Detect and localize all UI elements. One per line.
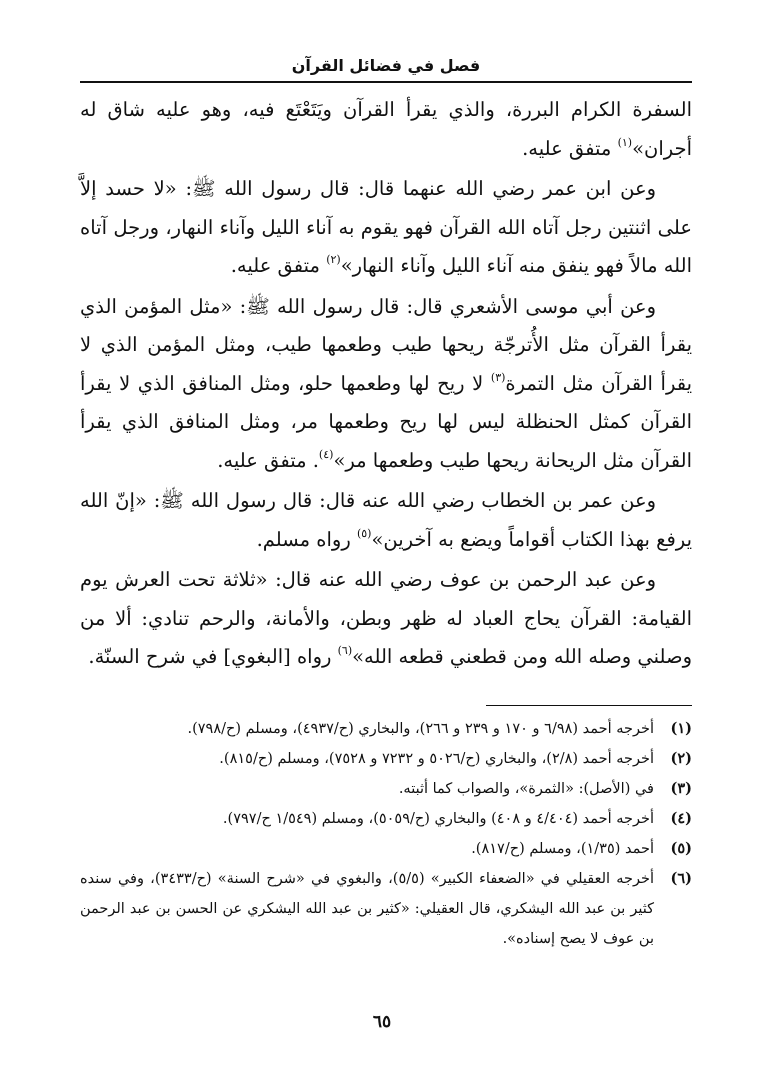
footnote-ref[interactable]: (٣) bbox=[490, 370, 506, 384]
footnote bbox=[80, 774, 692, 804]
footnote-number: (٥) bbox=[670, 839, 692, 857]
footnote-text: أخرجه أحمد (٦/٩٨ و ١٧٠ و ٢٣٩ و ٢٦٦)، والبخاري (ح/٤٩٣٧)، ومسلم (ح/٧٩٨). bbox=[187, 720, 654, 737]
footnote bbox=[80, 804, 692, 834]
paragraph-text: وعن عبد الرحمن بن عوف رضي الله عنه قال: «ثلاثة تحت العرش يوم القيامة: القرآن يحاج العباد له ظهر وبطن، والأمانة، والرحم تنادي: ألا من وصلني وصله الله ومن قطعني قطعه الله» bbox=[80, 568, 692, 668]
footnote bbox=[80, 864, 692, 954]
paragraph bbox=[80, 91, 692, 168]
footnote-text: في (الأصل): «الثمرة»، والصواب كما أثبته. bbox=[398, 780, 654, 797]
footnote bbox=[80, 744, 692, 774]
footnote-text: أخرجه أحمد (٤/٤٠٤ و ٤٠٨) والبخاري (ح/٥٠٥٩)، ومسلم (١/٥٤٩ ح/٧٩٧). bbox=[222, 810, 654, 827]
main-text bbox=[80, 91, 692, 677]
paragraph-text: السفرة الكرام البررة، والذي يقرأ القرآن ويَتَعْتَع فيه، وهو عليه شاق له أجران» bbox=[80, 98, 692, 160]
paragraph-text: وعن أبي موسى الأشعري قال: قال رسول الله ﷺ: «مثل المؤمن الذي يقرأ القرآن مثل الأُترجّة ريحها طيب وطعمها طيب، ومثل المؤمن الذي لا يقرأ القرآن مثل التمرة bbox=[80, 294, 692, 395]
paragraph-text: متفق عليه. bbox=[230, 254, 327, 277]
footnote-number: (١) bbox=[670, 719, 692, 737]
paragraph bbox=[80, 288, 692, 481]
paragraph-text: رواه مسلم. bbox=[256, 527, 357, 551]
paragraph-text: متفق عليه. bbox=[522, 136, 618, 160]
footnote-ref[interactable]: (١) bbox=[617, 135, 633, 149]
paragraph-text: وعن ابن عمر رضي الله عنهما قال: قال رسول الله ﷺ: «لا حسد إلاَّ على اثنتين رجل آتاه الله القرآن فهو يقوم به آناء الليل وآناء النهار، ورجل آتاه الله مالاً فهو ينفق منه آناء الليل وآناء النهار» bbox=[80, 177, 692, 277]
footnote-number: (٦) bbox=[670, 869, 692, 887]
footnote-text: أخرجه العقيلي في «الضعفاء الكبير» (٥/٥)، والبغوي في «شرح السنة» (ح/٣٤٣٣)، وفي سنده كثير بن عبد الله اليشكري، قال العقيلي: «كثير بن عبد الله اليشكري عن الحسن بن عبد الرحمن بن عوف لا يصح إسناده». bbox=[80, 870, 654, 947]
paragraph-text: لا ريح لها وطعمها حلو، ومثل المنافق الذي لا يقرأ القرآن كمثل الحنظلة ليس لها ريح وطعمها مر، ومثل المنافق الذي يقرأ القرآن مثل الريحانة ريحها طيب وطعمها مر» bbox=[80, 371, 692, 472]
footnote bbox=[80, 714, 692, 744]
footnote-number: (٣) bbox=[670, 779, 692, 797]
footnote-number: (٤) bbox=[670, 809, 692, 827]
footnote-ref[interactable]: (٤) bbox=[318, 447, 334, 461]
footnote-ref[interactable]: (٢) bbox=[326, 253, 341, 266]
running-header: فصل في فضائل القرآن bbox=[80, 56, 692, 83]
footnote-ref[interactable]: (٥) bbox=[356, 526, 372, 540]
paragraph-text: وعن عمر بن الخطاب رضي الله عنه قال: قال رسول الله ﷺ: «إنّ الله يرفع بهذا الكتاب أقواماً ويضع به آخرين» bbox=[80, 489, 692, 551]
footnote-number: (٢) bbox=[670, 749, 692, 767]
footnotes bbox=[80, 714, 692, 954]
footnote-separator bbox=[486, 705, 692, 706]
footnote-text: أخرجه أحمد (٢/٨)، والبخاري (ح/٥٠٢٦ و ٧٢٣٢ و ٧٥٢٨)، ومسلم (ح/٨١٥). bbox=[219, 750, 654, 767]
paragraph-text: رواه [البغوي] في شرح السنّة. bbox=[88, 645, 338, 668]
paragraph bbox=[80, 170, 692, 286]
page-number: ٦٥ bbox=[372, 1012, 392, 1032]
footnote-ref[interactable]: (٦) bbox=[337, 644, 353, 657]
paragraph bbox=[80, 482, 692, 559]
footnote bbox=[80, 834, 692, 864]
footnote-text: أحمد (١/٣٥)، ومسلم (ح/٨١٧). bbox=[471, 840, 654, 857]
paragraph bbox=[80, 561, 692, 677]
paragraph-text: . متفق عليه. bbox=[217, 448, 319, 472]
